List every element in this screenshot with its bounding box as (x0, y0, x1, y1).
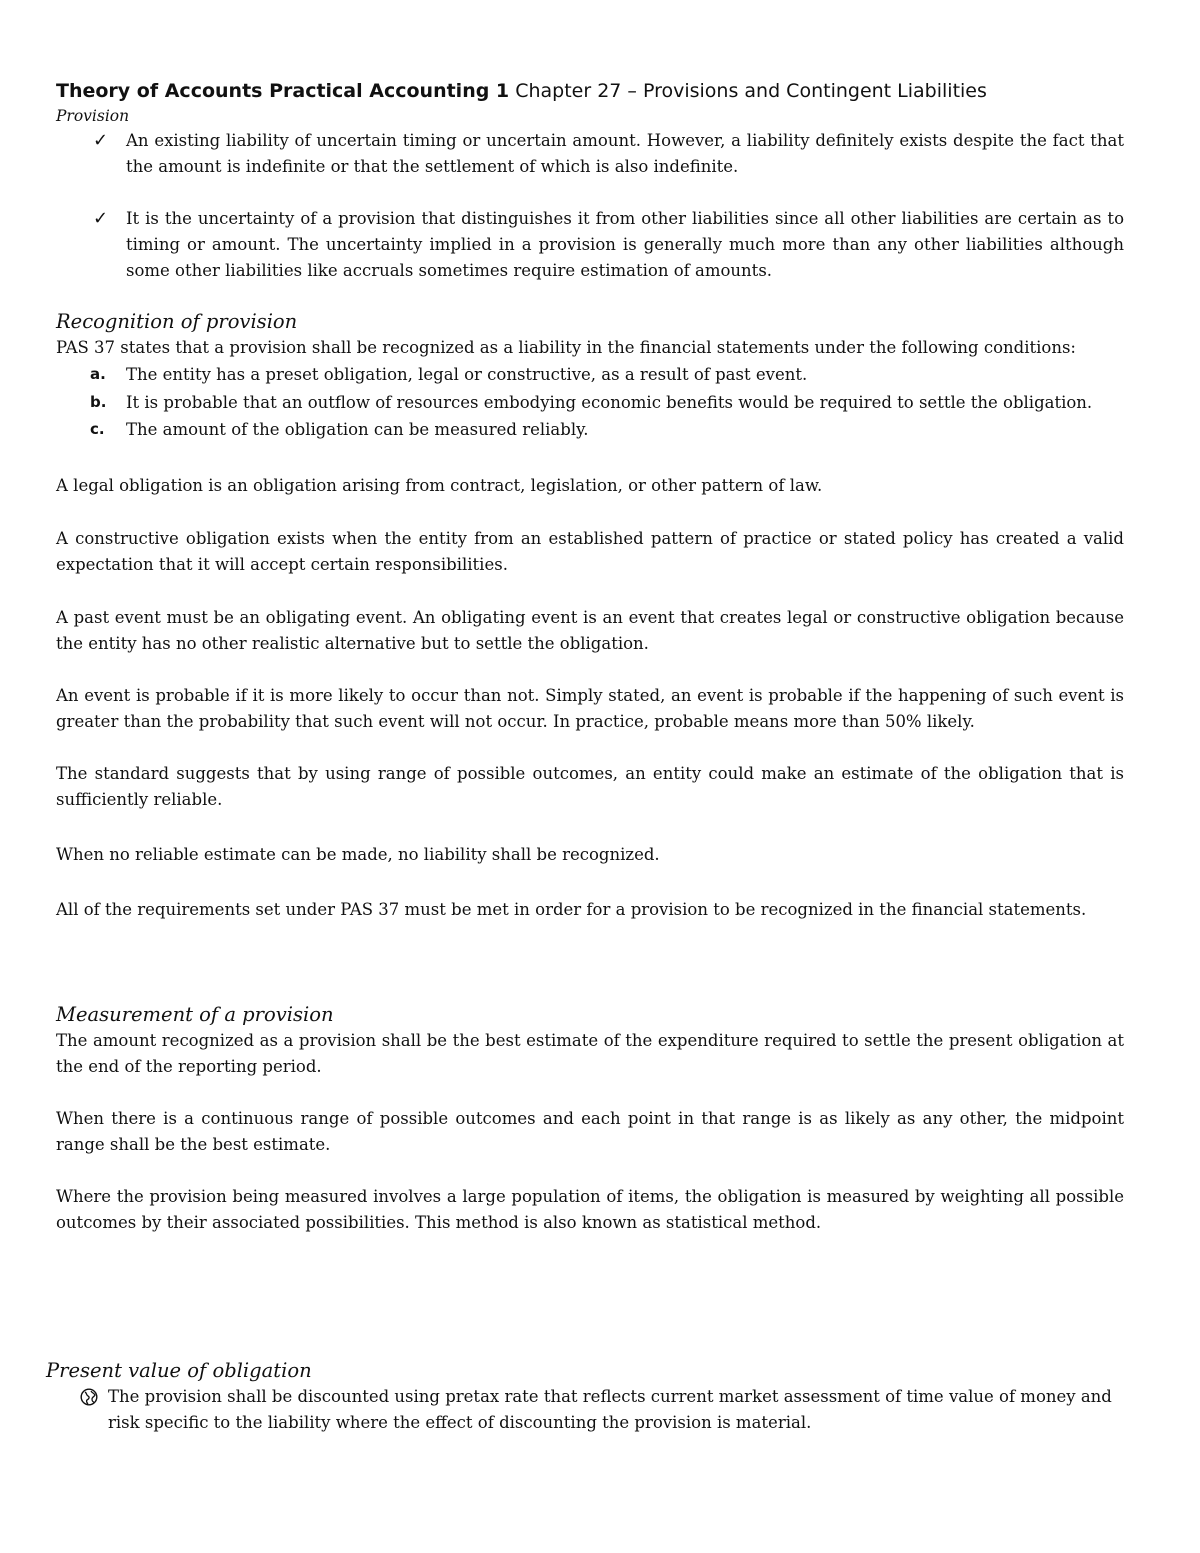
list-item-text: It is the uncertainty of a provision that distinguishes it from other liabilities since all other liabilities are certain as to timing or amount. The uncertainty implied in a provision is generally much more than any other liabilities although some other liabilities like accruals sometimes require estimation of amounts. (126, 209, 1124, 280)
checkmark-icon: ✓ (93, 208, 109, 229)
list-item (56, 206, 1124, 284)
list-item (56, 361, 1124, 389)
recognition-heading: Recognition of provision (56, 310, 298, 333)
list-letter: a. (90, 365, 106, 383)
list-item-text: It is probable that an outflow of resources embodying economic benefits would be required to settle the obligation. (126, 392, 1093, 412)
provision-list (56, 128, 1124, 284)
legal-obligation-paragraph: A legal obligation is an obligation arising from contract, legislation, or other pattern of law. (56, 475, 823, 495)
list-letter: b. (90, 392, 107, 411)
provision-label: Provision (56, 107, 130, 125)
measurement-heading: Measurement of a provision (56, 1002, 334, 1026)
title-bold-part: Theory of Accounts Practical Accounting 1 (56, 80, 510, 102)
constructive-obligation-paragraph: A constructive obligation exists when the entity from an established pattern of practice or stated policy has created a valid expectation that it will accept certain responsibilities. (56, 528, 1124, 574)
title-chapter-part: Chapter 27 – Provisions and Contingent Liabilities (509, 80, 987, 102)
midpoint-paragraph: When there is a continuous range of possible outcomes and each point in that range is as likely as any other, the midpoint range shall be the best estimate. (56, 1108, 1124, 1154)
recognition-conditions (56, 361, 1124, 444)
probable-event-paragraph: An event is probable if it is more likely to occur than not. Simply stated, an event is probable if the happening of such event is greater than the probability that such event will not occur. In practice, probable means more than 50% likely. (56, 685, 1124, 731)
list-item (56, 416, 1124, 444)
list-item-text: An existing liability of uncertain timing or uncertain amount. However, a liability definitely exists despite the fact that the amount is indefinite or that the settlement of which is also indefinite. (126, 131, 1124, 176)
list-item-text: The entity has a preset obligation, legal or constructive, as a result of past event. (126, 365, 808, 384)
list-item (46, 1384, 1124, 1436)
present-value-heading: Present value of obligation (46, 1358, 312, 1382)
list-item (56, 389, 1124, 417)
list-item-text: The provision shall be discounted using pretax rate that reflects current market assessment of time value of money and risk specific to the liability where the effect of discounting the provision is material. (108, 1386, 1112, 1432)
best-estimate-paragraph: The amount recognized as a provision shall be the best estimate of the expenditure required to settle the present obligation at the end of the reporting period. (56, 1030, 1124, 1076)
recognition-intro: PAS 37 states that a provision shall be recognized as a liability in the financial statements under the following conditions: (56, 338, 1076, 357)
no-reliable-estimate-paragraph: When no reliable estimate can be made, no liability shall be recognized. (56, 844, 660, 864)
statistical-method-paragraph: Where the provision being measured involves a large population of items, the obligation is measured by weighting all possible outcomes by their associated possibilities. This method is also known as statistical method. (56, 1186, 1124, 1232)
list-item-text: The amount of the obligation can be measured reliably. (126, 420, 589, 439)
document-page (46, 78, 1124, 1436)
document-title (56, 78, 1124, 104)
past-event-paragraph: A past event must be an obligating event. An obligating event is an event that creates legal or constructive obligation because the entity has no other realistic alternative but to settle the obligation. (56, 607, 1124, 653)
checkmark-icon: ✓ (93, 130, 109, 151)
list-letter: c. (90, 420, 105, 438)
list-item (56, 128, 1124, 180)
requirements-paragraph: All of the requirements set under PAS 37 must be met in order for a provision to be recognized in the financial statements. (56, 899, 1087, 919)
range-outcomes-paragraph: The standard suggests that by using range of possible outcomes, an entity could make an estimate of the obligation that is sufficiently reliable. (56, 763, 1124, 809)
globe-icon (80, 1388, 98, 1406)
